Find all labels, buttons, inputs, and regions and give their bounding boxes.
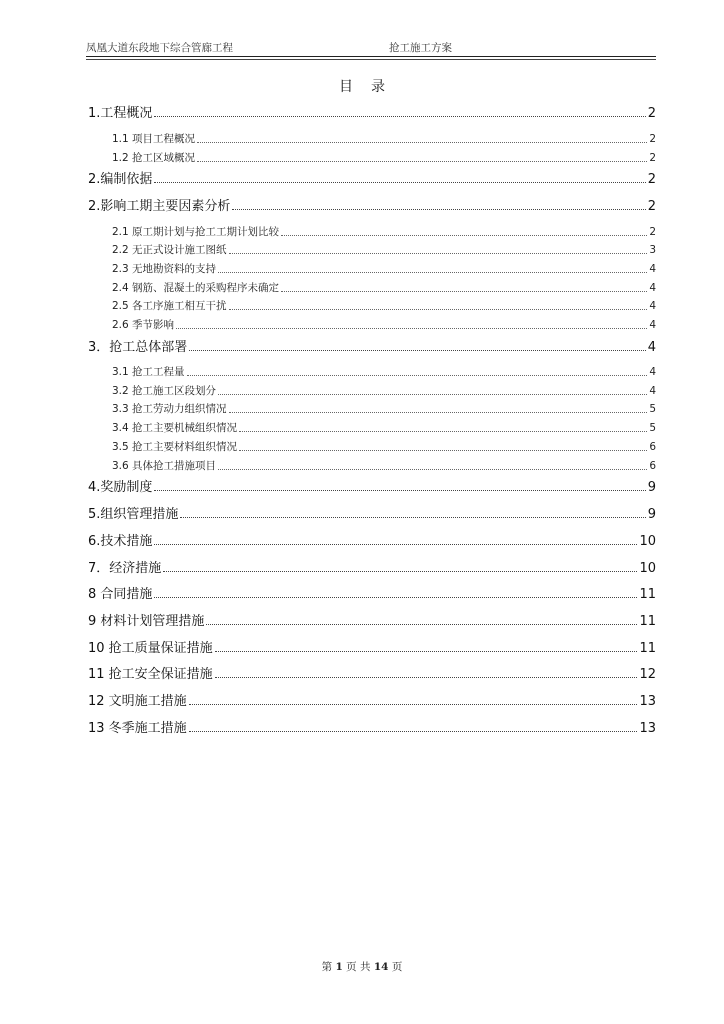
footer-prefix: 第 bbox=[321, 961, 333, 973]
toc-entry-label: 3.6 具体抢工措施项目 bbox=[112, 460, 217, 472]
toc-dot-leader bbox=[215, 651, 638, 652]
toc-entry-page-number: 5 bbox=[649, 422, 656, 434]
toc-entry-page-number: 12 bbox=[639, 667, 656, 682]
toc-entry-label: 9 材料计划管理措施 bbox=[88, 614, 205, 629]
toc-entry-label: 3.1 抢工工程量 bbox=[112, 366, 185, 378]
toc-entry-page-number: 11 bbox=[639, 614, 656, 629]
toc-entry-label: 1.工程概况 bbox=[88, 106, 153, 121]
toc-entry-chapter[interactable] bbox=[88, 637, 656, 656]
toc-entry-chapter[interactable] bbox=[88, 610, 656, 629]
toc-entry-page-number: 11 bbox=[639, 641, 656, 656]
toc-dot-leader bbox=[232, 209, 645, 210]
toc-dot-leader bbox=[154, 182, 645, 183]
toc-dot-leader bbox=[163, 571, 637, 572]
toc-dot-leader bbox=[239, 450, 647, 451]
toc-entry-chapter[interactable] bbox=[88, 168, 656, 187]
toc-entry-section[interactable] bbox=[112, 150, 656, 165]
toc-entry-label: 3.3 抢工劳动力组织情况 bbox=[112, 403, 227, 415]
toc-entry-page-number: 4 bbox=[649, 263, 656, 275]
toc-entry-label: 13 冬季施工措施 bbox=[88, 721, 187, 736]
toc-entry-label: 4.奖励制度 bbox=[88, 480, 153, 495]
toc-entry-page-number: 4 bbox=[649, 300, 656, 312]
toc-entry-label: 11 抢工安全保证措施 bbox=[88, 667, 213, 682]
toc-dot-leader bbox=[197, 142, 647, 143]
toc-entry-label: 1.2 抢工区域概况 bbox=[112, 152, 196, 164]
toc-entry-section[interactable] bbox=[112, 383, 656, 398]
toc-dot-leader bbox=[197, 161, 647, 162]
toc-entry-label: 8 合同措施 bbox=[88, 587, 153, 602]
toc-entry-chapter[interactable] bbox=[88, 476, 656, 495]
header-document-title: 抢工施工方案 bbox=[389, 42, 452, 54]
toc-entry-page-number: 2 bbox=[647, 172, 656, 187]
toc-entry-chapter[interactable] bbox=[88, 102, 656, 121]
toc-entry-section[interactable] bbox=[112, 131, 656, 146]
toc-entry-page-number: 13 bbox=[639, 694, 656, 709]
toc-entry-section[interactable] bbox=[112, 242, 656, 257]
toc-entry-label: 2.编制依据 bbox=[88, 172, 153, 187]
toc-entry-page-number: 4 bbox=[647, 340, 656, 355]
toc-entry-chapter[interactable] bbox=[88, 336, 656, 355]
toc-entry-chapter[interactable] bbox=[88, 663, 656, 682]
toc-entry-label: 2.3 无地勘资料的支持 bbox=[112, 263, 217, 275]
header-rule-thick bbox=[86, 56, 656, 57]
toc-dot-leader bbox=[218, 394, 647, 395]
toc-entry-section[interactable] bbox=[112, 439, 656, 454]
toc-title bbox=[0, 76, 724, 96]
toc-entry-page-number: 5 bbox=[649, 403, 656, 415]
toc-entry-page-number: 2 bbox=[649, 226, 656, 238]
toc-entry-page-number: 9 bbox=[647, 507, 656, 522]
toc-entry-label: 2.5 各工序施工相互干扰 bbox=[112, 300, 227, 312]
toc-entry-page-number: 13 bbox=[639, 721, 656, 736]
toc-entry-section[interactable] bbox=[112, 420, 656, 435]
toc-dot-leader bbox=[154, 544, 637, 545]
toc-entry-section[interactable] bbox=[112, 280, 656, 295]
toc-entry-page-number: 6 bbox=[649, 460, 656, 472]
toc-dot-leader bbox=[229, 412, 648, 413]
toc-entry-label: 2.6 季节影响 bbox=[112, 319, 175, 331]
toc-entry-page-number: 4 bbox=[649, 385, 656, 397]
toc-entry-label: 3.2 抢工施工区段划分 bbox=[112, 385, 217, 397]
toc-dot-leader bbox=[154, 490, 645, 491]
header-rule-thin bbox=[86, 59, 656, 60]
page-header bbox=[86, 40, 656, 56]
toc-entry-page-number: 4 bbox=[649, 366, 656, 378]
toc-entry-chapter[interactable] bbox=[88, 690, 656, 709]
toc-entry-section[interactable] bbox=[112, 224, 656, 239]
toc-dot-leader bbox=[215, 677, 638, 678]
toc-entry-section[interactable] bbox=[112, 261, 656, 276]
toc-entry-label: 5.组织管理措施 bbox=[88, 507, 179, 522]
toc-entry-label: 2.影响工期主要因素分析 bbox=[88, 199, 231, 214]
toc-dot-leader bbox=[154, 597, 637, 598]
toc-entry-page-number: 2 bbox=[649, 133, 656, 145]
toc-entry-label: 3.5 抢工主要材料组织情况 bbox=[112, 441, 238, 453]
toc-entry-section[interactable] bbox=[112, 364, 656, 379]
toc-dot-leader bbox=[180, 517, 645, 518]
toc-entry-label: 10 抢工质量保证措施 bbox=[88, 641, 213, 656]
footer-total-pages: 14 bbox=[373, 961, 389, 973]
toc-dot-leader bbox=[189, 731, 638, 732]
toc-entry-section[interactable] bbox=[112, 317, 656, 332]
toc-entry-page-number: 10 bbox=[639, 561, 656, 576]
toc-entry-chapter[interactable] bbox=[88, 503, 656, 522]
toc-entry-label: 2.4 钢筋、混凝土的采购程序未确定 bbox=[112, 282, 280, 294]
toc-entry-page-number: 11 bbox=[639, 587, 656, 602]
toc-entry-section[interactable] bbox=[112, 298, 656, 313]
toc-dot-leader bbox=[281, 235, 647, 236]
toc-entry-chapter[interactable] bbox=[88, 717, 656, 736]
toc-dot-leader bbox=[218, 272, 647, 273]
toc-entry-chapter[interactable] bbox=[88, 583, 656, 602]
toc-dot-leader bbox=[239, 431, 647, 432]
toc-entry-page-number: 9 bbox=[647, 480, 656, 495]
header-project-name: 凤凰大道东段地下综合管廊工程 bbox=[86, 42, 233, 54]
toc-entry-page-number: 2 bbox=[647, 106, 656, 121]
toc-dot-leader bbox=[281, 291, 647, 292]
toc-dot-leader bbox=[176, 328, 647, 329]
toc-entry-label: 2.2 无正式设计施工图纸 bbox=[112, 244, 227, 256]
toc-entry-page-number: 4 bbox=[649, 282, 656, 294]
toc-entry-label: 1.1 项目工程概况 bbox=[112, 133, 196, 145]
toc-entry-page-number: 4 bbox=[649, 319, 656, 331]
toc-entry-label: 3．抢工总体部署 bbox=[88, 340, 188, 355]
footer-current-page: 1 bbox=[335, 961, 343, 973]
toc-entry-label: 7．经济措施 bbox=[88, 561, 162, 576]
toc-title-char-2: 录 bbox=[371, 79, 385, 95]
toc-entry-label: 12 文明施工措施 bbox=[88, 694, 187, 709]
toc-dot-leader bbox=[189, 704, 638, 705]
toc-dot-leader bbox=[206, 624, 637, 625]
toc-entry-page-number: 2 bbox=[647, 199, 656, 214]
toc-dot-leader bbox=[189, 350, 645, 351]
footer-suffix: 页 bbox=[391, 961, 403, 973]
toc-entry-page-number: 6 bbox=[649, 441, 656, 453]
toc-entry-chapter[interactable] bbox=[88, 557, 656, 576]
page-footer bbox=[0, 959, 724, 974]
toc-entry-label: 3.4 抢工主要机械组织情况 bbox=[112, 422, 238, 434]
footer-middle: 页 共 bbox=[346, 961, 371, 973]
toc-entry-page-number: 3 bbox=[649, 244, 656, 256]
toc-entry-section[interactable] bbox=[112, 458, 656, 473]
toc-dot-leader bbox=[187, 375, 648, 376]
toc-entry-chapter[interactable] bbox=[88, 195, 656, 214]
toc-entry-chapter[interactable] bbox=[88, 530, 656, 549]
toc-title-char-1: 目 bbox=[339, 79, 353, 95]
toc-entry-label: 2.1 原工期计划与抢工工期计划比较 bbox=[112, 226, 280, 238]
toc-dot-leader bbox=[154, 116, 645, 117]
toc-entry-label: 6.技术措施 bbox=[88, 534, 153, 549]
toc-dot-leader bbox=[229, 253, 648, 254]
toc-dot-leader bbox=[218, 469, 647, 470]
toc-dot-leader bbox=[229, 309, 648, 310]
toc-entry-page-number: 2 bbox=[649, 152, 656, 164]
toc-entry-page-number: 10 bbox=[639, 534, 656, 549]
toc-entry-section[interactable] bbox=[112, 401, 656, 416]
